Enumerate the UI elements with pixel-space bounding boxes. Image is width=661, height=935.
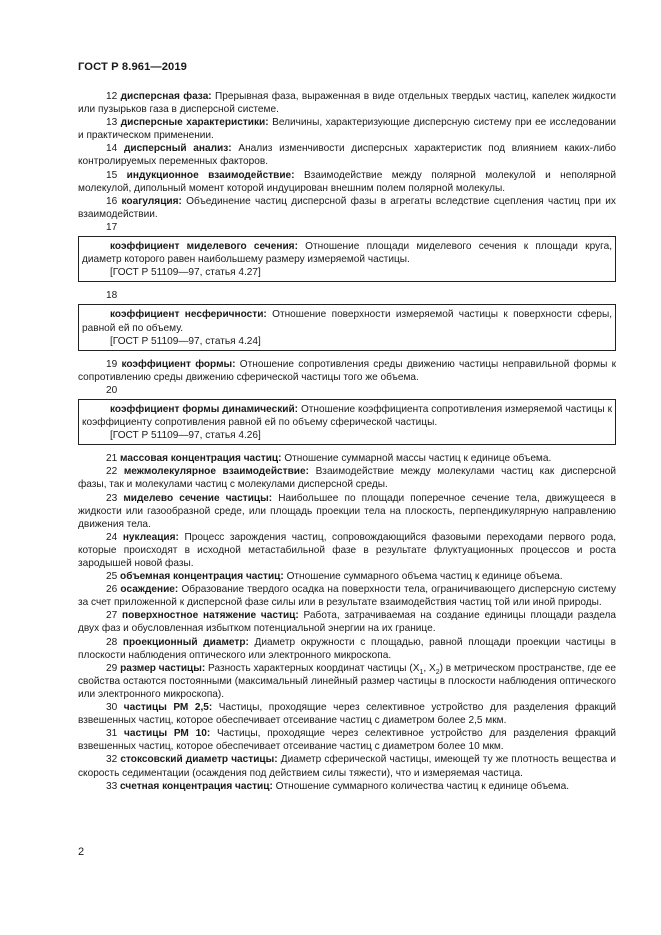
term-definition: Взаимодействие между полярной молекулой и неполярной молекулой, дипольный момент которой индуцирован внешним полем полярной молекулы. [78,169,616,194]
entry-number: 15 [106,169,118,181]
entry-number: 32 [106,754,118,766]
term-name: поверхностное натяжение частиц: [122,610,299,622]
entry-number: 27 [106,610,118,622]
term-name: частицы РМ 2,5: [123,702,213,714]
entry-number: 13 [106,117,118,129]
reference-box-17 [78,236,616,282]
term-definition: Анализ изменчивости дисперсных характеристик под влиянием каких-либо контролируемых переменных факторов. [78,143,617,168]
term-definition: Отношение коэффициента сопротивления измеряемой частицы к коэффициенту сопротивления равной ей по объему сферической частицы. [82,403,612,429]
term-definition: Частицы, проходящие через селективное устройство для разделения фракций взвешенных частиц, которое обеспечивает отсеивание частиц с диаметром более 10 мкм. [78,728,616,753]
term-entry-15 [78,169,616,195]
term-name: дисперсный анализ: [123,143,232,155]
term-definition: Диаметр сферической частицы, имеющей ту же плотность вещества и скорость седиментации (осаждения под действием силы тяжести), что и измеряемая частица. [78,754,616,779]
term-entry-12 [78,90,616,116]
term-entry-23 [78,492,616,531]
term-definition: Отношение поверхности измеряемой частицы к поверхности сферы, равной ей по объему. [82,309,613,334]
term-entry-33 [78,780,616,793]
term-entry-29 [78,662,616,701]
entry-number-18: 18 [106,290,118,302]
term-name: дисперсные характеристики: [120,117,269,129]
term-name: размер частицы: [120,662,206,674]
term-name: стоксовский диаметр частицы: [120,754,278,766]
term-definition: Образование твердого осадка на поверхности тела, ограничивающего дисперсную систему за счет приложенной к дисперсной фазе силы или в результате взаимодействия частиц той или иной природы. [78,584,616,609]
term-name: счетная концентрация частиц: [120,780,273,792]
term-name: индукционное взаимодействие: [126,169,295,181]
entry-number: 23 [106,492,118,504]
term-definition: Работа, затрачиваемая на создание единицы площади раздела двух фаз и обусловленная избытком потенциальной энергии на их границе. [78,610,616,635]
term-name: миделево сечение частицы: [123,492,273,504]
entry-number: 24 [106,531,118,543]
term-entry-16 [78,195,616,221]
entry-number: 22 [106,466,118,478]
term-definition: Наибольшее по площади поперечное сечение тела, движущееся в жидкости или газообразной среде, или площадь проекции тела на плоскость, перпендикулярную направлению движения тела. [78,492,616,530]
term-name: коагуляция: [121,195,182,207]
term-entry-20 [82,403,612,429]
term-definition: Отношение суммарного количества частиц к единице объема. [275,780,569,792]
subscript-2: 2 [435,668,440,676]
term-name: коэффициент формы: [121,358,236,370]
term-name: массовая концентрация частиц: [120,453,282,465]
term-name: проекционный диаметр: [122,636,249,648]
term-entry-28 [78,636,616,662]
entry-number: 12 [106,91,118,102]
term-definition-end: ) в метрическом пространстве, где ее свойства остаются постоянными (максимальный линейный размер частицы в плоскости наблюдения оптического или электронного микроскопа). [78,662,616,700]
term-name: дисперсная фаза: [120,91,212,102]
entry-number-17: 17 [106,221,118,233]
entry-number: 16 [106,195,118,207]
term-name: частицы РМ 10: [124,728,211,740]
term-name: межмолекулярное взаимодействие: [123,466,309,478]
term-name: коэффициент формы динамический: [110,403,299,415]
term-definition-mid: , X [423,662,436,674]
term-entry-26 [78,583,616,609]
term-entry-13 [78,116,616,142]
entry-number: 21 [106,453,118,465]
term-entry-31 [78,727,616,753]
entry-number: 25 [106,571,118,583]
term-source: [ГОСТ Р 51109—97, статья 4.26] [110,430,261,442]
term-definition: Диаметр окружности с площадью, равной площади проекции частицы в плоскости наблюдения оптического или электронного микроскопа. [78,636,617,661]
entry-number: 31 [106,728,118,740]
term-entry-17 [82,240,612,266]
term-entry-24 [78,531,616,570]
term-definition: Отношение сопротивления среды движению частицы неправильной формы к сопротивлению среды движению сферической частицы того же объема. [78,358,616,383]
terms-list [78,90,616,793]
term-entry-18 [82,308,612,334]
term-definition: Объединение частиц дисперсной фазы в агрегаты вследствие сцепления частиц при их взаимодействии. [78,195,616,220]
term-definition: Процесс зарождения частиц, сопровождающийся фазовыми переходами первого рода, которые происходят в исходной метастабильной фазе в результате флуктуационных процессов и роста зародышей новой фазы. [78,531,617,569]
term-source: [ГОСТ Р 51109—97, статья 4.24] [110,335,261,347]
term-definition: Величины, характеризующие дисперсную систему при ее исследовании и практическом применении. [78,117,617,142]
term-definition: Отношение суммарной массы частиц к единице объема. [284,453,552,465]
entry-number: 33 [106,780,118,792]
entry-number: 14 [106,143,118,155]
term-name: объемная концентрация частиц: [120,571,284,583]
term-definition: Частицы, проходящие через селективное устройство для разделения фракций взвешенных частиц, которое обеспечивает отсеивание частиц с диаметром более 2,5 мкм. [78,702,617,727]
term-name: нуклеация: [122,531,179,543]
entry-number-20: 20 [106,384,118,396]
term-entry-19 [78,358,616,384]
term-definition: Взаимодействие между молекулами частиц как дисперсной фазы, так и молекулами частиц с молекулами дисперсной среды. [78,466,617,491]
term-definition: Отношение площади миделевого сечения к площади круга, диаметр которого равен наибольшему размеру измеряемой частицы. [82,241,613,266]
entry-number: 26 [106,584,118,596]
reference-box-18 [78,304,616,350]
term-entry-30 [78,701,616,727]
term-definition: Прерывная фаза, выраженная в виде отдельных твердых частиц, капелек жидкости или пузырьков газа в дисперсной системе. [78,91,616,116]
term-entry-27 [78,609,616,635]
term-name: коэффициент миделевого сечения: [110,241,298,253]
term-definition-start: Разность характерных координат частицы (X [208,662,420,674]
entry-number: 29 [106,662,118,674]
document-header: ГОСТ Р 8.961—2019 [78,61,187,73]
entry-number: 30 [106,702,118,714]
page-number: 2 [78,846,85,858]
term-entry-22 [78,465,616,491]
reference-box-20 [78,399,616,445]
entry-number: 19 [106,358,118,370]
term-source: [ГОСТ Р 51109—97, статья 4.27] [110,267,261,279]
term-entry-25 [78,570,616,583]
term-name: коэффициент несферичности: [110,309,267,321]
term-entry-14 [78,142,616,168]
entry-number: 28 [106,636,118,648]
subscript-1: 1 [419,668,424,676]
term-entry-21 [78,452,616,465]
term-entry-32 [78,753,616,779]
term-definition: Отношение суммарного объема частиц к единице объема. [286,571,563,583]
term-name: осаждение: [120,584,179,596]
